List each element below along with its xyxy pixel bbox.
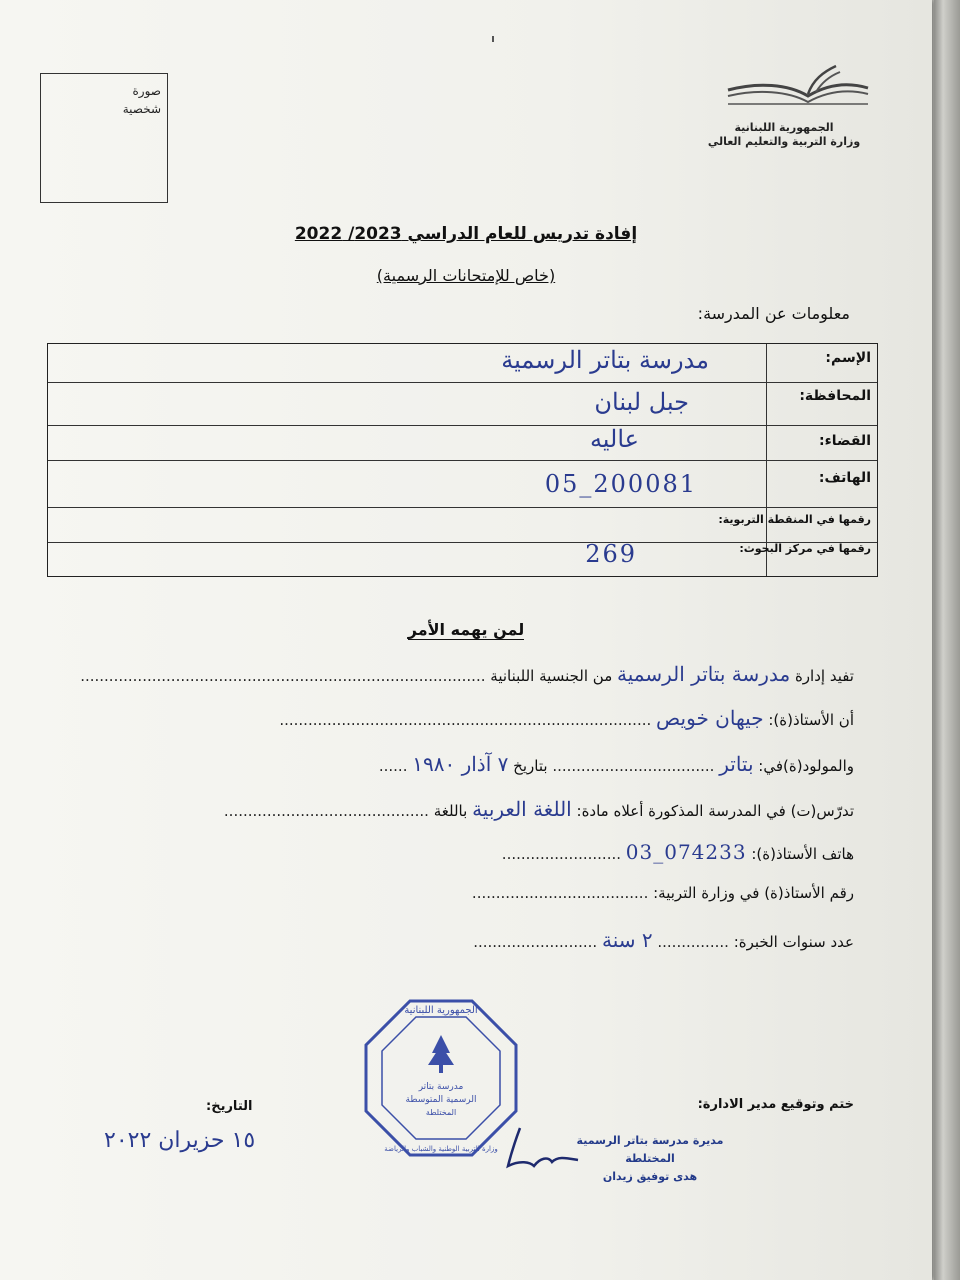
- row-value: 05_200081: [544, 470, 697, 498]
- line2-handwritten: جيهان خويص: [656, 706, 764, 730]
- page-title: إفادة تدريس للعام الدراسي 2023/ 2022: [294, 224, 638, 244]
- line1-label-b: من الجنسية اللبنانية: [490, 667, 613, 685]
- line4-label: تدرّس(ت) في المدرسة المذكورة أعلاه مادة:: [576, 802, 854, 820]
- director-info: [560, 1132, 740, 1186]
- body-line-1: [80, 662, 854, 686]
- line5-label: هاتف الأستاذ(ة):: [751, 845, 854, 863]
- row-label: الهاتف:: [818, 470, 871, 486]
- line5-handwritten: 03_074233: [625, 840, 747, 864]
- body-line-4: [224, 797, 854, 821]
- table-row: [48, 542, 877, 576]
- line6-label: رقم الأستاذ(ة) في وزارة التربية:: [653, 884, 854, 902]
- line1-handwritten: مدرسة بتاتر الرسمية: [617, 662, 791, 686]
- row-value: مدرسة بتاتر الرسمية: [501, 346, 709, 374]
- row-value: 269: [585, 540, 637, 568]
- line4-handwritten: اللغة العربية: [472, 797, 572, 821]
- date-value: ١٥ حزيران ٢٠٢٢: [104, 1128, 256, 1153]
- to-whom-text: لمن يهمه الأمر: [407, 620, 525, 639]
- table-row: [48, 460, 877, 508]
- ministry-line1: الجمهورية اللبنانية: [734, 121, 834, 134]
- section-label-school: معلومات عن المدرسة:: [697, 304, 850, 323]
- body-line-7: [473, 928, 854, 952]
- dotted-leader: .....................................................................................: [80, 667, 486, 685]
- to-whom-heading: [0, 620, 932, 639]
- stamp-top-text: الجمهورية اللبنانية: [404, 1005, 478, 1016]
- dotted-leader: ...............: [657, 933, 729, 951]
- row-value: جبل لبنان: [594, 388, 689, 416]
- stamp-center-line3: المختلطة: [425, 1108, 457, 1117]
- punch-mark: [492, 36, 494, 42]
- line7-label: عدد سنوات الخبرة:: [733, 933, 854, 951]
- photo-label: [81, 82, 161, 118]
- row-label: الإسم:: [825, 350, 871, 366]
- director-title: مديرة مدرسة بتاتر الرسمية المختلطة: [576, 1134, 724, 1165]
- row-label: القضاء:: [819, 433, 871, 449]
- row-label: المحافظة:: [799, 388, 871, 404]
- row-label: رقمها في المنقطة التربوية:: [718, 513, 871, 526]
- date-label: التاريخ:: [206, 1099, 253, 1114]
- dotted-leader: ......: [378, 757, 408, 775]
- line3-label: والمولود(ة)في:: [758, 757, 854, 775]
- body-line-3: [379, 752, 854, 776]
- line4-label-b: باللغة: [433, 802, 468, 820]
- body-line-5: [502, 840, 854, 864]
- stamp-center-line1: مدرسة بتاتر: [418, 1082, 464, 1092]
- dotted-leader: .........................: [501, 845, 621, 863]
- stamp-center-line2: الرسمية المتوسطة: [405, 1095, 477, 1105]
- page-subtitle: (خاص للإمتحانات الرسمية): [376, 266, 556, 285]
- photo-label-line2: شخصية: [122, 102, 161, 116]
- line1-label: تفيد إدارة: [794, 667, 854, 685]
- table-row: [48, 382, 877, 426]
- line3-handwritten-date: ٧ آذار ١٩٨٠: [412, 752, 509, 776]
- table-row: [48, 425, 877, 461]
- photo-box: [40, 73, 168, 203]
- page-stack-edge: [934, 0, 960, 1280]
- dotted-leader: ...........................................: [223, 802, 429, 820]
- director-name: هدى توفيق زيدان: [602, 1170, 698, 1183]
- ministry-line2: وزارة التربية والتعليم العالي: [707, 135, 861, 148]
- table-row: [48, 344, 877, 383]
- line2-label: أن الأستاذ(ة):: [768, 711, 854, 729]
- line7-handwritten: ٢ سنة: [601, 928, 653, 952]
- row-label: رقمها في مركز البحوث:: [739, 542, 871, 555]
- stamp-bottom-text: وزارة التربية الوطنية والشباب والرياضة: [384, 1145, 498, 1153]
- line3-handwritten: بتاتر: [719, 752, 754, 776]
- dotted-leader: ..............................................................................: [279, 711, 652, 729]
- signature-label: ختم وتوقيع مدير الادارة:: [697, 1097, 854, 1112]
- ministry-name: [700, 121, 868, 149]
- school-info-table: [47, 343, 878, 577]
- line3-label-b: بتاريخ: [513, 757, 548, 775]
- table-row: [48, 507, 877, 543]
- dotted-leader: ..................................: [552, 757, 715, 775]
- photo-label-line1: صورة: [132, 84, 161, 98]
- body-line-2: [279, 706, 854, 730]
- dotted-leader: .....................................: [471, 884, 649, 902]
- dotted-leader: ..........................: [473, 933, 598, 951]
- body-line-6: [472, 884, 854, 902]
- official-stamp-icon: [362, 997, 520, 1159]
- row-value: عاليه: [589, 425, 639, 453]
